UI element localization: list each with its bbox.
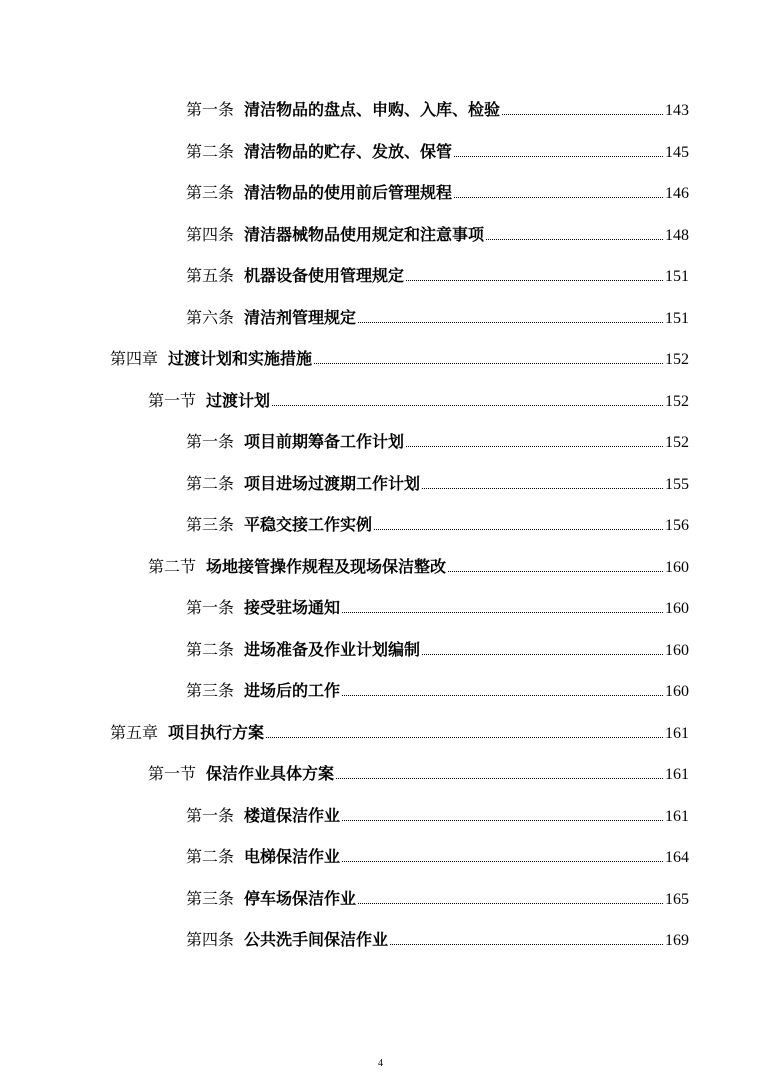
toc-entry-number: 第一节 [148, 764, 197, 784]
toc-entry[interactable] [0, 796, 761, 838]
toc-dot-leader [374, 529, 663, 530]
toc-entry-title: 电梯保洁作业 [244, 847, 341, 867]
toc-entry-number: 第二条 [186, 847, 235, 867]
toc-entry[interactable] [0, 132, 761, 174]
toc-entry-page: 145 [665, 143, 689, 161]
toc-entry-title: 清洁物品的盘点、申购、入库、检验 [244, 100, 501, 120]
toc-entry-title: 过渡计划 [206, 390, 271, 410]
toc-entry[interactable] [0, 837, 761, 879]
toc-entry-page: 146 [665, 185, 689, 203]
toc-entry-number: 第三条 [186, 681, 235, 701]
toc-entry[interactable] [0, 215, 761, 257]
toc-entry-page: 161 [665, 807, 689, 825]
toc-entry-title: 清洁物品的使用前后管理规程 [244, 183, 453, 203]
toc-entry-number: 第四章 [110, 349, 159, 369]
toc-dot-leader [314, 363, 663, 364]
toc-entry-number: 第二条 [186, 639, 235, 659]
toc-dot-leader [454, 197, 663, 198]
toc-entry-number: 第四条 [186, 224, 235, 244]
toc-entry[interactable] [0, 671, 761, 713]
toc-entry-number: 第二条 [186, 473, 235, 493]
toc-entry-title: 项目进场过渡期工作计划 [244, 473, 421, 493]
toc-entry-page: 160 [665, 683, 689, 701]
toc-dot-leader [342, 861, 663, 862]
toc-section[interactable] [0, 381, 761, 423]
toc-entry-number: 第一条 [186, 598, 235, 618]
toc-entry-page: 156 [665, 517, 689, 535]
toc-dot-leader [358, 322, 663, 323]
toc-entry[interactable] [0, 630, 761, 672]
toc-entry-number: 第二条 [186, 141, 235, 161]
toc-dot-leader [358, 903, 663, 904]
toc-entry-title: 项目前期筹备工作计划 [244, 432, 405, 452]
toc-section[interactable] [0, 547, 761, 589]
toc-entry-page: 161 [665, 724, 689, 742]
toc-entry-number: 第一条 [186, 805, 235, 825]
toc-entry-page: 160 [665, 600, 689, 618]
toc-entry-title: 楼道保洁作业 [244, 805, 341, 825]
toc-entry-title: 机器设备使用管理规定 [244, 266, 405, 286]
toc-entry[interactable] [0, 422, 761, 464]
toc-entry[interactable] [0, 920, 761, 962]
toc-entry-title: 保洁作业具体方案 [206, 764, 335, 784]
toc-entry-page: 161 [665, 766, 689, 784]
toc-entry-page: 152 [665, 351, 689, 369]
toc-entry-title: 进场准备及作业计划编制 [244, 639, 421, 659]
toc-dot-leader [266, 737, 663, 738]
toc-dot-leader [422, 488, 663, 489]
toc-dot-leader [342, 820, 663, 821]
toc-entry-page: 169 [665, 932, 689, 950]
toc-entry-title: 清洁器械物品使用规定和注意事项 [244, 224, 485, 244]
toc-entry-number: 第三条 [186, 515, 235, 535]
toc-entry-title: 平稳交接工作实例 [244, 515, 373, 535]
toc-entry[interactable] [0, 464, 761, 506]
toc-entry-page: 165 [665, 890, 689, 908]
toc-entry[interactable] [0, 90, 761, 132]
toc-entry-page: 151 [665, 268, 689, 286]
toc-entry-page: 160 [665, 641, 689, 659]
toc-dot-leader [342, 612, 663, 613]
toc-entry[interactable] [0, 588, 761, 630]
toc-entry-number: 第一条 [186, 432, 235, 452]
toc-dot-leader [422, 654, 663, 655]
toc-entry-title: 进场后的工作 [244, 681, 341, 701]
toc-entry-title: 过渡计划和实施措施 [168, 349, 313, 369]
toc-entry[interactable] [0, 879, 761, 921]
toc-entry-page: 143 [665, 102, 689, 120]
toc-entry-title: 公共洗手间保洁作业 [244, 930, 389, 950]
toc-dot-leader [502, 114, 663, 115]
toc-section[interactable] [0, 754, 761, 796]
toc-entry-page: 152 [665, 434, 689, 452]
toc-dot-leader [454, 156, 663, 157]
toc-entry-number: 第三条 [186, 183, 235, 203]
toc-entry-title: 接受驻场通知 [244, 598, 341, 618]
toc-entry-number: 第三条 [186, 888, 235, 908]
toc-entry-page: 148 [665, 226, 689, 244]
toc-chapter[interactable] [0, 339, 761, 381]
toc-chapter[interactable] [0, 713, 761, 755]
toc-dot-leader [406, 446, 663, 447]
toc-entry-page: 155 [665, 475, 689, 493]
toc-entry-page: 152 [665, 392, 689, 410]
toc-entry-number: 第二节 [148, 556, 197, 576]
page-number: 4 [378, 1058, 383, 1069]
toc-dot-leader [342, 695, 663, 696]
toc-entry-page: 151 [665, 309, 689, 327]
toc-entry-number: 第五章 [110, 722, 159, 742]
toc-dot-leader [448, 571, 663, 572]
toc-entry-number: 第四条 [186, 930, 235, 950]
toc-entry[interactable] [0, 505, 761, 547]
toc-entry-title: 停车场保洁作业 [244, 888, 357, 908]
toc-dot-leader [390, 944, 663, 945]
toc-entry-page: 160 [665, 558, 689, 576]
toc-dot-leader [336, 778, 663, 779]
toc-dot-leader [486, 239, 663, 240]
toc-entry[interactable] [0, 173, 761, 215]
toc-entry-number: 第五条 [186, 266, 235, 286]
toc-entry[interactable] [0, 256, 761, 298]
toc-entry-number: 第一条 [186, 100, 235, 120]
toc-entry[interactable] [0, 298, 761, 340]
toc-dot-leader [406, 280, 663, 281]
toc-entry-title: 项目执行方案 [168, 722, 265, 742]
table-of-contents [0, 90, 761, 962]
toc-entry-title: 清洁物品的贮存、发放、保管 [244, 141, 453, 161]
toc-entry-page: 164 [665, 849, 689, 867]
toc-entry-title: 场地接管操作规程及现场保洁整改 [206, 556, 447, 576]
toc-entry-number: 第一节 [148, 390, 197, 410]
toc-dot-leader [272, 405, 663, 406]
toc-entry-title: 清洁剂管理规定 [244, 307, 357, 327]
toc-entry-number: 第六条 [186, 307, 235, 327]
